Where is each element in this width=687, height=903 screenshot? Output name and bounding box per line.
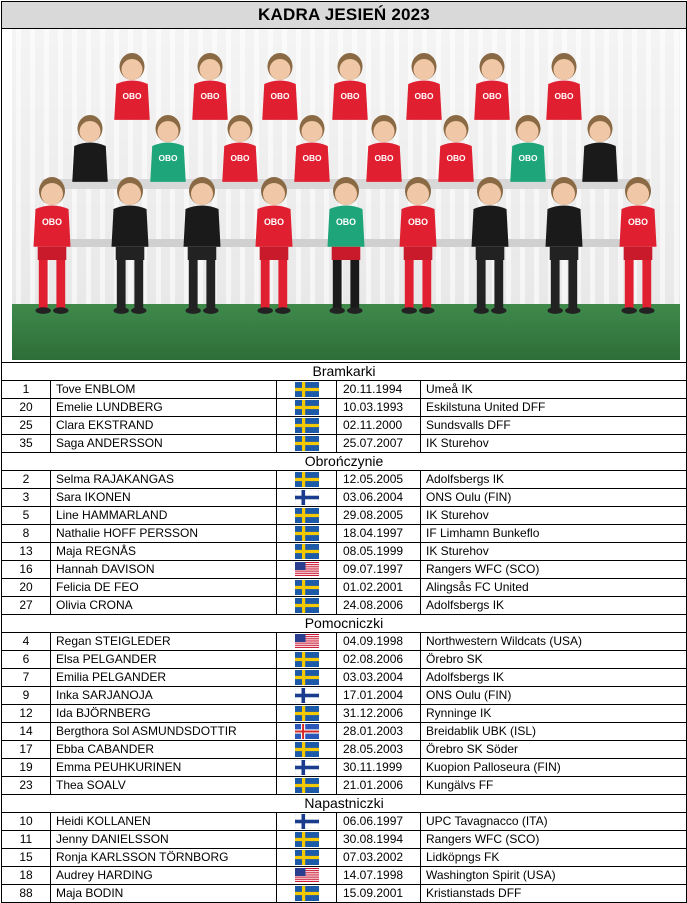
- player-number: 6: [2, 651, 51, 668]
- flag-fi-icon: [295, 760, 319, 775]
- player-birthdate: 09.07.1997: [337, 561, 421, 578]
- svg-text:OBO: OBO: [122, 90, 142, 101]
- player-club: ONS Oulu (FIN): [426, 490, 512, 504]
- player-name: Felicia DE FEO: [51, 579, 277, 596]
- player-number: 9: [2, 687, 51, 704]
- flag-se-icon: [295, 508, 319, 523]
- player-club: Breidablik UBK (ISL): [426, 724, 537, 738]
- player-club: Kuopion Palloseura (FIN): [426, 760, 561, 774]
- player-name: Emma PEUHKURINEN: [51, 759, 277, 776]
- player-number: 3: [2, 489, 51, 506]
- player-nationality: [277, 507, 337, 524]
- player-nationality: [277, 417, 337, 434]
- svg-text:OBO: OBO: [374, 152, 394, 163]
- table-row: [2, 687, 686, 705]
- player-number: 13: [2, 543, 51, 560]
- table-row: [2, 543, 686, 561]
- player-club: IK Sturehov: [426, 508, 489, 522]
- player-number: 7: [2, 669, 51, 686]
- player-nationality: [277, 597, 337, 614]
- player-nationality: [277, 723, 337, 740]
- svg-text:OBO: OBO: [41, 216, 63, 227]
- player-name: Maja BODIN: [51, 885, 277, 902]
- player-name: Selma RAJAKANGAS: [51, 471, 277, 488]
- table-row: [2, 849, 686, 867]
- player-club: Alingsås FC United: [426, 580, 529, 594]
- roster-title: KADRA JESIEŃ 2023: [2, 1, 686, 29]
- player-club: Rangers WFC (SCO): [426, 562, 540, 576]
- player-name: Tove ENBLOM: [51, 381, 277, 398]
- player-name: Sara IKONEN: [51, 489, 277, 506]
- player-birthdate: 03.03.2004: [337, 669, 421, 686]
- player-name: Clara EKSTRAND: [51, 417, 277, 434]
- player-name: Olivia CRONA: [51, 597, 277, 614]
- player-birthdate: 01.02.2001: [337, 579, 421, 596]
- player-name: Emilia PELGANDER: [51, 669, 277, 686]
- flag-fi-icon: [295, 688, 319, 703]
- table-row: [2, 741, 686, 759]
- table-row: [2, 705, 686, 723]
- player-club: UPC Tavagnacco (ITA): [426, 814, 548, 828]
- player-club: Kungälvs FF: [426, 778, 494, 792]
- player-nationality: [277, 813, 337, 830]
- table-row: [2, 723, 686, 741]
- team-photo-frame: [2, 29, 686, 363]
- player-number: 25: [2, 417, 51, 434]
- player-name: Ida BJÖRNBERG: [51, 705, 277, 722]
- player-birthdate: 14.07.1998: [337, 867, 421, 884]
- player-birthdate: 15.09.2001: [337, 885, 421, 902]
- flag-us-icon: [295, 562, 319, 577]
- player-birthdate: 12.05.2005: [337, 471, 421, 488]
- player-club: IF Limhamn Bunkeflo: [426, 526, 540, 540]
- flag-se-icon: [295, 472, 319, 487]
- flag-se-icon: [295, 598, 319, 613]
- player-nationality: [277, 399, 337, 416]
- player-birthdate: 17.01.2004: [337, 687, 421, 704]
- player-club: Adolfsbergs IK: [426, 472, 505, 486]
- player-birthdate: 06.06.1997: [337, 813, 421, 830]
- flag-se-icon: [295, 886, 319, 901]
- player-club: Umeå IK: [426, 382, 473, 396]
- svg-text:OBO: OBO: [263, 216, 285, 227]
- player-name: Elsa PELGANDER: [51, 651, 277, 668]
- player-number: 19: [2, 759, 51, 776]
- table-row: [2, 867, 686, 885]
- player-name: Ronja KARLSSON TÖRNBORG: [51, 849, 277, 866]
- player-number: 14: [2, 723, 51, 740]
- flag-se-icon: [295, 382, 319, 397]
- player-club: Adolfsbergs IK: [426, 670, 505, 684]
- table-row: [2, 831, 686, 849]
- svg-text:OBO: OBO: [407, 216, 429, 227]
- player-number: 12: [2, 705, 51, 722]
- player-birthdate: 28.01.2003: [337, 723, 421, 740]
- player-club: IK Sturehov: [426, 544, 489, 558]
- section-heading: Pomocniczki: [2, 615, 686, 633]
- flag-se-icon: [295, 652, 319, 667]
- player-nationality: [277, 777, 337, 794]
- player-name: Bergthora Sol ASMUNDSDOTTIR: [51, 723, 277, 740]
- table-row: [2, 759, 686, 777]
- svg-text:OBO: OBO: [335, 216, 357, 227]
- player-nationality: [277, 633, 337, 650]
- player-number: 16: [2, 561, 51, 578]
- player-club: ONS Oulu (FIN): [426, 688, 512, 702]
- player-birthdate: 04.09.1998: [337, 633, 421, 650]
- player-number: 15: [2, 849, 51, 866]
- svg-text:OBO: OBO: [302, 152, 322, 163]
- svg-text:OBO: OBO: [158, 152, 178, 163]
- table-row: [2, 525, 686, 543]
- player-club: Örebro SK: [426, 652, 483, 666]
- player-number: 11: [2, 831, 51, 848]
- flag-se-icon: [295, 580, 319, 595]
- player-number: 4: [2, 633, 51, 650]
- player-nationality: [277, 435, 337, 452]
- roster-sheet: [1, 1, 687, 903]
- player-birthdate: 18.04.1997: [337, 525, 421, 542]
- roster-table: [2, 363, 686, 903]
- flag-se-icon: [295, 742, 319, 757]
- flag-us-icon: [295, 634, 319, 649]
- table-row: [2, 651, 686, 669]
- player-birthdate: 24.08.2006: [337, 597, 421, 614]
- player-club: Kristianstads DFF: [426, 886, 522, 900]
- player-nationality: [277, 579, 337, 596]
- svg-text:OBO: OBO: [446, 152, 466, 163]
- player-club: IK Sturehov: [426, 436, 489, 450]
- player-name: Saga ANDERSSON: [51, 435, 277, 452]
- player-birthdate: 03.06.2004: [337, 489, 421, 506]
- player-nationality: [277, 561, 337, 578]
- player-birthdate: 28.05.2003: [337, 741, 421, 758]
- flag-us-icon: [295, 868, 319, 883]
- table-row: [2, 597, 686, 615]
- player-name: Line HAMMARLAND: [51, 507, 277, 524]
- player-name: Audrey HARDING: [51, 867, 277, 884]
- flag-se-icon: [295, 850, 319, 865]
- svg-text:OBO: OBO: [482, 90, 502, 101]
- player-name: Jenny DANIELSSON: [51, 831, 277, 848]
- flag-se-icon: [295, 544, 319, 559]
- svg-text:OBO: OBO: [554, 90, 574, 101]
- table-row: [2, 669, 686, 687]
- player-birthdate: 08.05.1999: [337, 543, 421, 560]
- svg-text:OBO: OBO: [518, 152, 538, 163]
- table-row: [2, 381, 686, 399]
- section-heading: Bramkarki: [2, 363, 686, 381]
- table-row: [2, 885, 686, 903]
- player-birthdate: 29.08.2005: [337, 507, 421, 524]
- player-name: Emelie LUNDBERG: [51, 399, 277, 416]
- player-name: Inka SARJANOJA: [51, 687, 277, 704]
- player-nationality: [277, 885, 337, 902]
- player-number: 35: [2, 435, 51, 452]
- player-name: Nathalie HOFF PERSSON: [51, 525, 277, 542]
- player-club: Eskilstuna United DFF: [426, 400, 546, 414]
- flag-se-icon: [295, 706, 319, 721]
- table-row: [2, 579, 686, 597]
- player-birthdate: 20.11.1994: [337, 381, 421, 398]
- player-name: Heidi KOLLANEN: [51, 813, 277, 830]
- player-nationality: [277, 489, 337, 506]
- player-club: Rangers WFC (SCO): [426, 832, 540, 846]
- player-number: 27: [2, 597, 51, 614]
- player-nationality: [277, 705, 337, 722]
- table-row: [2, 417, 686, 435]
- player-name: Regan STEIGLEDER: [51, 633, 277, 650]
- player-birthdate: 25.07.2007: [337, 435, 421, 452]
- player-nationality: [277, 831, 337, 848]
- player-nationality: [277, 651, 337, 668]
- player-number: 8: [2, 525, 51, 542]
- flag-is-icon: [295, 724, 319, 739]
- table-row: [2, 489, 686, 507]
- player-name: Thea SOALV: [51, 777, 277, 794]
- player-club: Lidköpngs FK: [426, 850, 500, 864]
- table-row: [2, 399, 686, 417]
- player-number: 17: [2, 741, 51, 758]
- player-birthdate: 31.12.2006: [337, 705, 421, 722]
- player-club: Sundsvalls DFF: [426, 418, 511, 432]
- player-name: Hannah DAVISON: [51, 561, 277, 578]
- table-row: [2, 813, 686, 831]
- table-row: [2, 435, 686, 453]
- player-nationality: [277, 687, 337, 704]
- table-row: [2, 777, 686, 795]
- player-nationality: [277, 759, 337, 776]
- team-photo: [12, 29, 680, 360]
- flag-se-icon: [295, 436, 319, 451]
- player-club: Northwestern Wildcats (USA): [426, 634, 583, 648]
- player-nationality: [277, 741, 337, 758]
- table-row: [2, 561, 686, 579]
- player-nationality: [277, 471, 337, 488]
- svg-text:OBO: OBO: [414, 90, 434, 101]
- table-row: [2, 507, 686, 525]
- player-birthdate: 30.11.1999: [337, 759, 421, 776]
- player-birthdate: 02.08.2006: [337, 651, 421, 668]
- player-number: 20: [2, 399, 51, 416]
- section-heading: Napastniczki: [2, 795, 686, 813]
- table-row: [2, 471, 686, 489]
- player-nationality: [277, 669, 337, 686]
- player-number: 20: [2, 579, 51, 596]
- flag-se-icon: [295, 832, 319, 847]
- svg-text:OBO: OBO: [200, 90, 220, 101]
- player-birthdate: 10.03.1993: [337, 399, 421, 416]
- svg-text:OBO: OBO: [627, 216, 649, 227]
- player-birthdate: 30.08.1994: [337, 831, 421, 848]
- player-nationality: [277, 543, 337, 560]
- flag-fi-icon: [295, 814, 319, 829]
- player-number: 88: [2, 885, 51, 902]
- player-number: 5: [2, 507, 51, 524]
- player-name: Maja REGNÅS: [51, 543, 277, 560]
- flag-se-icon: [295, 670, 319, 685]
- player-birthdate: 21.01.2006: [337, 777, 421, 794]
- player-nationality: [277, 525, 337, 542]
- player-nationality: [277, 867, 337, 884]
- flag-se-icon: [295, 778, 319, 793]
- player-nationality: [277, 381, 337, 398]
- player-name: Ebba CABANDER: [51, 741, 277, 758]
- flag-se-icon: [295, 526, 319, 541]
- flag-se-icon: [295, 418, 319, 433]
- flag-se-icon: [295, 400, 319, 415]
- section-heading: Obrończynie: [2, 453, 686, 471]
- svg-text:OBO: OBO: [340, 90, 360, 101]
- player-nationality: [277, 849, 337, 866]
- player-number: 23: [2, 777, 51, 794]
- flag-fi-icon: [295, 490, 319, 505]
- svg-text:OBO: OBO: [230, 152, 250, 163]
- player-number: 1: [2, 381, 51, 398]
- player-club: Örebro SK Söder: [426, 742, 519, 756]
- player-club: Adolfsbergs IK: [426, 598, 505, 612]
- player-number: 2: [2, 471, 51, 488]
- table-row: [2, 633, 686, 651]
- svg-text:OBO: OBO: [270, 90, 290, 101]
- player-number: 10: [2, 813, 51, 830]
- player-birthdate: 07.03.2002: [337, 849, 421, 866]
- player-club: Rynninge IK: [426, 706, 492, 720]
- player-birthdate: 02.11.2000: [337, 417, 421, 434]
- player-club: Washington Spirit (USA): [426, 868, 556, 882]
- player-number: 18: [2, 867, 51, 884]
